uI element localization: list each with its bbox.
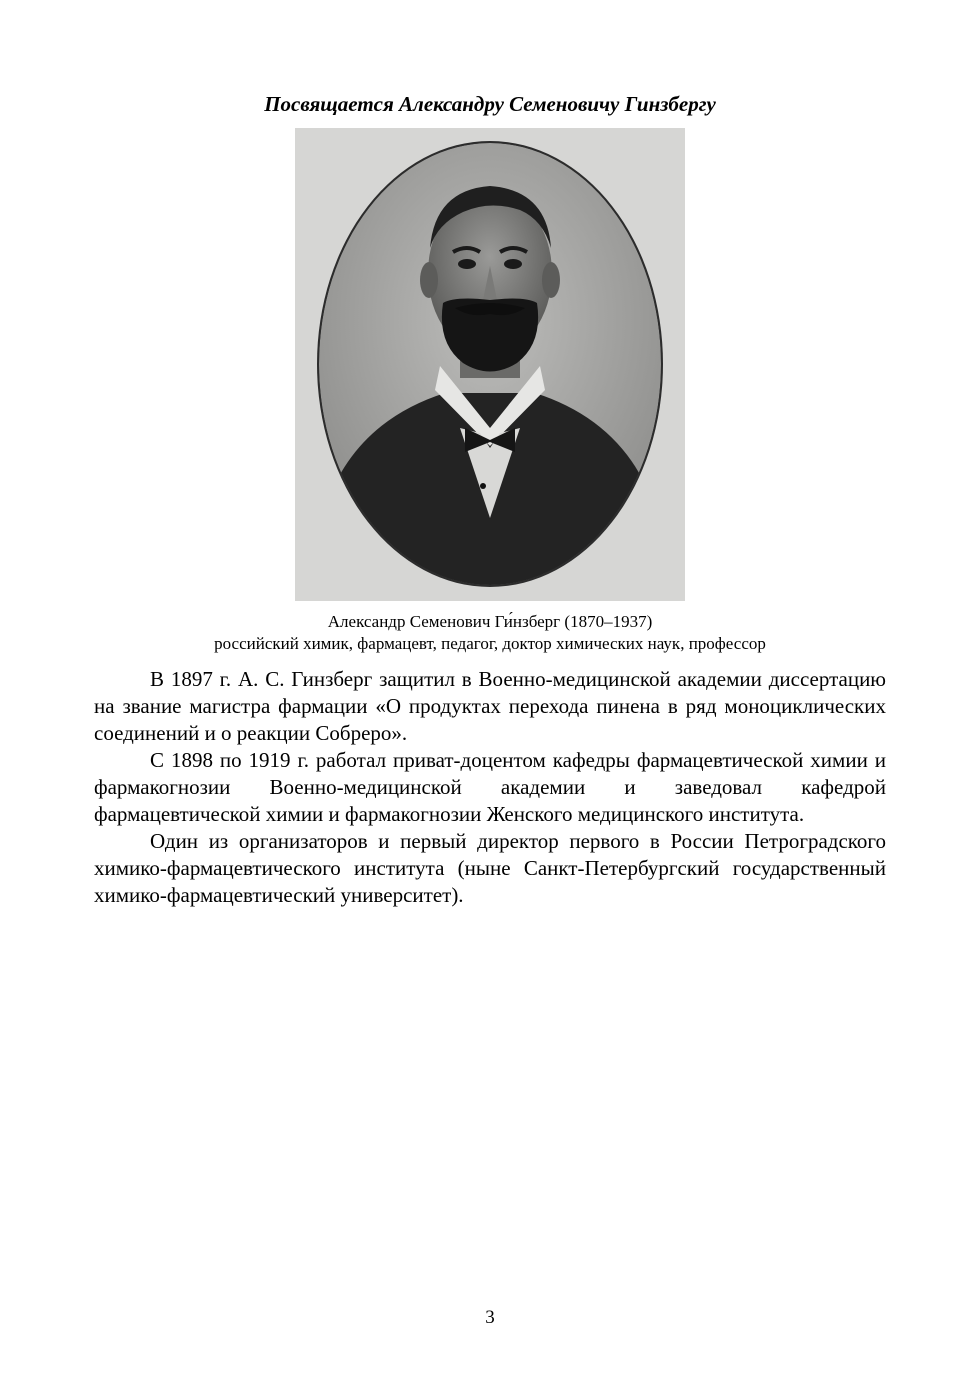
paragraph: Один из организаторов и первый директор первого в России Петроградского химико-фармацевтического института (ныне Санкт-Петербургский государственный химико-фармацевтический университет). <box>94 829 886 907</box>
body-text <box>94 666 886 909</box>
page-number: 3 <box>485 1307 495 1328</box>
paragraph: С 1898 по 1919 г. работал приват-доцентом кафедры фармацевтической химии и фармакогнозии Военно-медицинской академии и заведовал кафедрой фармацевтической химии и фармакогнозии Женского медицинского института. <box>94 748 886 826</box>
caption-description-line: российский химик, фармацевт, педагог, доктор химических наук, профессор <box>214 634 766 653</box>
paragraph: В 1897 г. А. С. Гинзберг защитил в Военно-медицинской академии диссертацию на звание магистра фармации «О продуктах перехода пинена в ряд моноциклических соединений и о реакции Собреро». <box>94 667 886 745</box>
caption-name-line: Александр Семенович Ги́нзберг (1870–1937) <box>327 612 653 631</box>
photo-caption <box>0 611 980 655</box>
dedication-heading: Посвящается Александру Семеновичу Гинзбергу <box>264 92 716 116</box>
portrait-photo <box>295 128 685 601</box>
